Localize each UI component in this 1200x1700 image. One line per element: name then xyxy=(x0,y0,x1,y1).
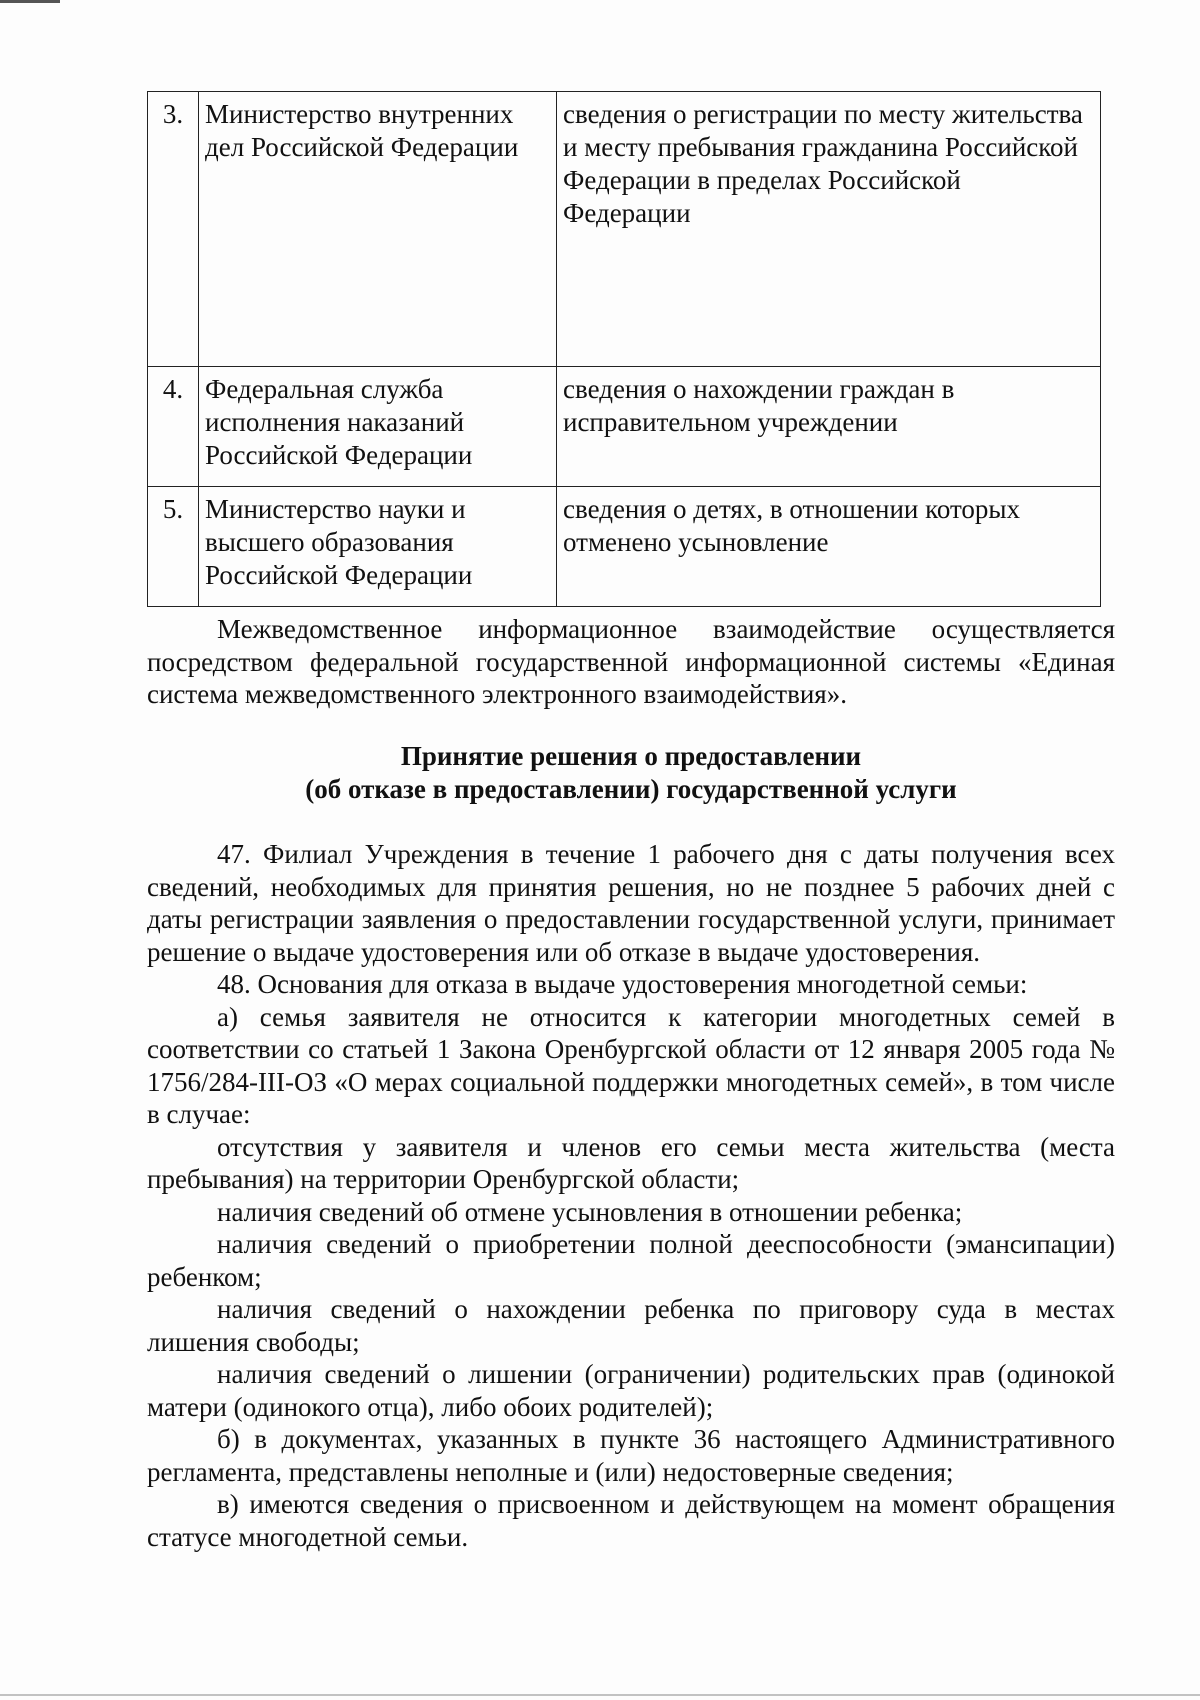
agencies-table xyxy=(147,91,1101,607)
row-number: 5. xyxy=(148,487,199,607)
scan-edge-line xyxy=(0,1694,1200,1696)
paragraph-48-a: а) семья заявителя не относится к категории многодетных семей в соответствии со статьей 1 Закона Оренбургской области от 12 января 2005 года № 1756/284-III-ОЗ «О мерах социальной поддержки многодетных семей», в том числе в случае: xyxy=(147,1001,1115,1129)
section-heading-line-1: Принятие решения о предоставлении xyxy=(400,741,862,771)
paragraph-48: 48. Основания для отказа в выдаче удостоверения многодетной семьи: xyxy=(217,969,1028,999)
row-number: 3. xyxy=(148,92,199,367)
section-heading-line-2: (об отказе в предоставлении) государственной услуги xyxy=(305,774,957,804)
section-heading xyxy=(147,740,1115,806)
info-description: сведения о регистрации по месту жительства и месту пребывания гражданина Российской Федерации в пределах Российской Федерации xyxy=(557,92,1101,367)
intro-block xyxy=(147,613,1115,711)
paragraph-48-a-case-2: наличия сведений об отмене усыновления в отношении ребенка; xyxy=(217,1196,963,1227)
info-description: сведения о нахождении граждан в исправительном учреждении xyxy=(557,367,1101,487)
paragraph-48-a-case-1: отсутствия у заявителя и членов его семьи места жительства (места пребывания) на территории Оренбургской области; xyxy=(147,1131,1115,1194)
body-text xyxy=(147,838,1115,1553)
table-row xyxy=(148,92,1101,367)
paragraph-48-a-case-5: наличия сведений о лишении (ограничении) родительских прав (одинокой матери (одинокого отца), либо обоих родителей); xyxy=(147,1359,1115,1422)
table-row xyxy=(148,367,1101,487)
scan-edge-mark xyxy=(0,0,60,3)
paragraph-48-a-case-4: наличия сведений о нахождении ребенка по приговору суда в местах лишения свободы; xyxy=(147,1294,1115,1357)
agency-name: Федеральная служба исполнения наказаний Российской Федерации xyxy=(199,367,557,487)
paragraph-48-a-case-3: наличия сведений о приобретении полной дееспособности (эмансипации) ребенком; xyxy=(147,1229,1115,1292)
info-description: сведения о детях, в отношении которых отменено усыновление xyxy=(557,487,1101,607)
table-row xyxy=(148,487,1101,607)
paragraph-48-b: б) в документах, указанных в пункте 36 настоящего Административного регламента, представлены неполные и (или) недостоверные сведения; xyxy=(147,1424,1115,1487)
paragraph-47: 47. Филиал Учреждения в течение 1 рабочего дня с даты получения всех сведений, необходимых для принятия решения, но не позднее 5 рабочих дней с даты регистрации заявления о предоставлении государственной услуги, принимает решение о выдаче удостоверения или об отказе в выдаче удостоверения. xyxy=(147,839,1115,967)
intro-paragraph: Межведомственное информационное взаимодействие осуществляется посредством федеральной государственной информационной системы «Единая система межведомственного электронного взаимодействия». xyxy=(147,614,1115,709)
paragraph-48-c: в) имеются сведения о присвоенном и действующем на момент обращения статусе многодетной семьи. xyxy=(147,1489,1115,1552)
agency-name: Министерство науки и высшего образования Российской Федерации xyxy=(199,487,557,607)
row-number: 4. xyxy=(148,367,199,487)
agency-name: Министерство внутренних дел Российской Федерации xyxy=(199,92,557,367)
